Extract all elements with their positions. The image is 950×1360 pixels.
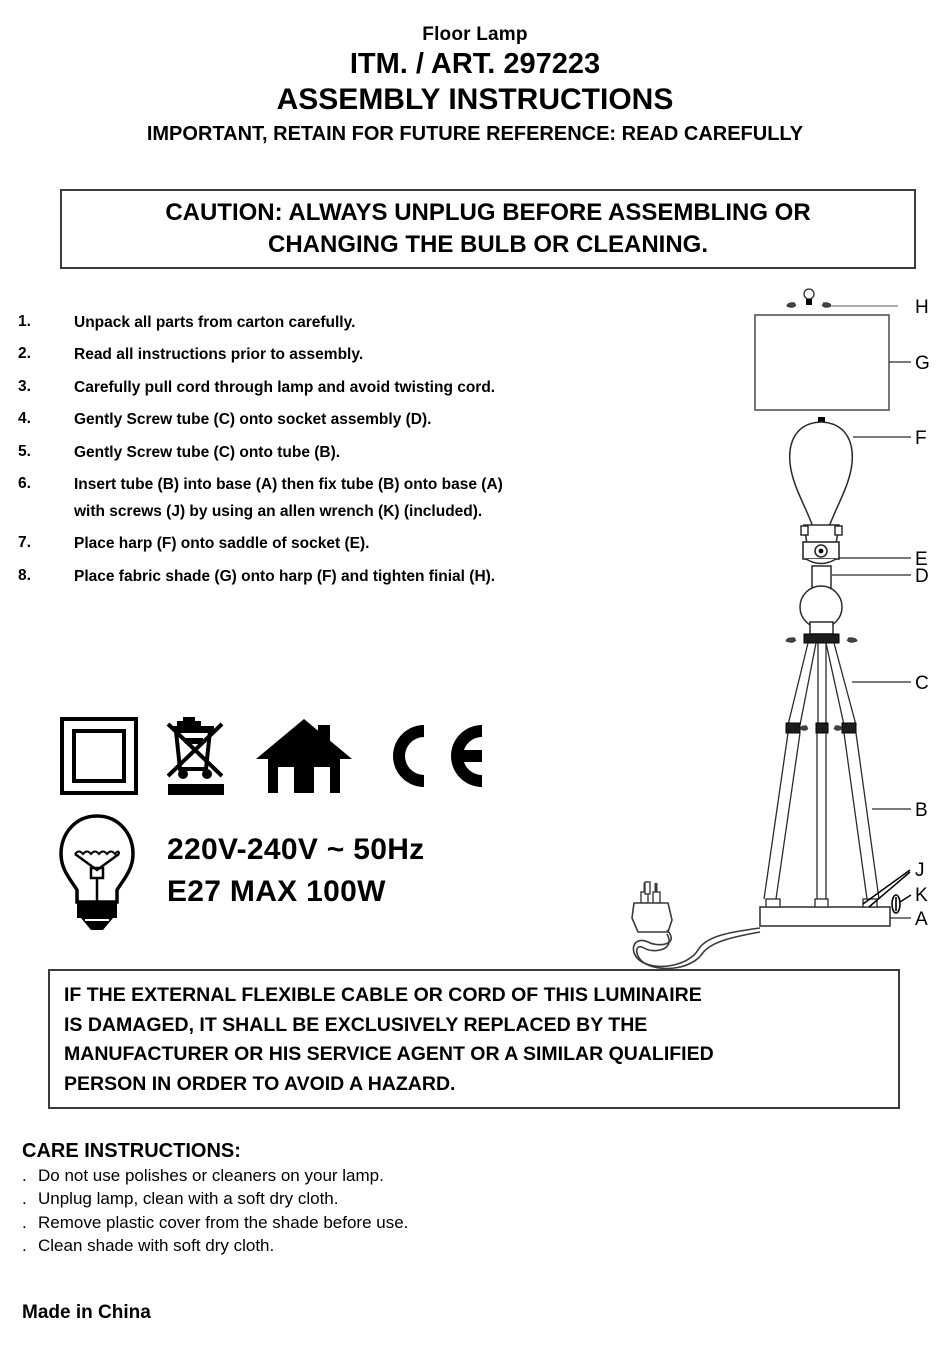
label-b: B [915,800,928,821]
care-list-item [22,1234,582,1257]
label-d: D [915,566,929,587]
hazard-warning-text [64,981,884,1100]
step-text: Place fabric shade (G) onto harp (F) and tighten finial (H). [74,567,496,585]
label-f: F [915,428,927,449]
step-text: Gently Screw tube (C) onto tube (B). [74,443,341,461]
care-bullet: . [22,1236,27,1256]
power-plug-and-cord [632,882,760,969]
base-part [760,899,890,926]
label-j: J [915,860,925,881]
step-item [18,475,658,494]
step-item [18,313,658,332]
caution-line-1: CAUTION: ALWAYS UNPLUG BEFORE ASSEMBLING OR [165,198,811,226]
label-k: K [915,885,928,906]
finial-part [787,289,831,307]
label-a: A [915,909,928,930]
cable-hazard-warning-box [48,969,900,1109]
label-g: G [915,353,930,374]
step-text: Insert tube (B) into base (A) then fix tube (B) onto base (A) [74,475,503,493]
socket-assembly-part [800,566,842,634]
made-in-footer: Made in China [22,1302,151,1323]
care-item-text: Unplug lamp, clean with a soft dry cloth. [38,1189,339,1209]
ratings-text-block [167,833,425,908]
voltage-rating: 220V-240V ~ 50Hz [167,833,425,867]
leg-joint-connectors [786,723,856,733]
care-bullet: . [22,1189,27,1209]
step-number: 5. [18,442,31,460]
step-number: 2. [18,345,31,363]
lower-tube-part [764,733,879,899]
document-header [0,24,950,146]
fabric-shade-part [755,315,889,410]
indoor-use-house-icon [256,717,352,795]
item-number-title: ITM. / ART. 297223 [349,48,601,81]
step-text: Unpack all parts from carton carefully. [74,314,356,331]
step-number: 7. [18,534,31,552]
step-item [18,567,658,586]
class-ii-double-insulation-icon [60,717,138,795]
step-text-continued: with screws (J) by using an allen wrench (K) (included). [74,503,483,521]
assembly-title: ASSEMBLY INSTRUCTIONS [276,83,674,117]
step-item [18,345,658,364]
hazard-line-4: PERSON IN ORDER TO AVOID A HAZARD. [64,1072,456,1095]
step-number: 8. [18,566,31,584]
product-title: Floor Lamp [422,24,528,45]
harp-part [790,417,853,544]
care-list-item [22,1211,582,1234]
upper-tube-part [788,643,856,725]
caution-text [151,197,824,262]
assembly-steps-list [18,313,658,599]
care-item-text: Remove plastic cover from the shade before use. [38,1212,409,1232]
allen-wrench-part [892,895,911,913]
caution-line-2: CHANGING THE BULB OR CLEANING. [268,231,708,258]
socket-saddle-part [803,542,839,564]
step-item [18,378,658,397]
step-number: 1. [18,313,31,330]
label-h: H [915,297,929,318]
step-number: 4. [18,410,31,428]
care-bullet: . [22,1166,27,1185]
hazard-line-3: MANUFACTURER OR HIS SERVICE AGENT OR A SIMILAR QUALIFIED [64,1043,714,1066]
ce-mark-icon [378,717,488,795]
care-list-item [22,1164,582,1187]
care-instructions-section [22,1140,582,1258]
step-text: Read all instructions prior to assembly. [74,346,364,364]
step-text: Carefully pull cord through lamp and avoid twisting cord. [74,378,496,396]
step-number: 6. [18,474,31,492]
step-text: Gently Screw tube (C) onto socket assembly (D). [74,411,432,429]
label-e: E [915,549,928,570]
step-item [18,534,658,553]
compliance-symbols-row [60,714,488,798]
care-instructions-title: CARE INSTRUCTIONS: [22,1140,241,1162]
important-notice-title: IMPORTANT, RETAIN FOR FUTURE REFERENCE: READ CAREFULLY [146,122,804,145]
care-list-item [22,1187,582,1210]
lamp-parts-diagram [620,282,950,962]
caution-box [60,189,916,269]
care-item-text: Clean shade with soft dry cloth. [38,1236,275,1256]
care-bullet: . [22,1212,27,1232]
step-number: 3. [18,377,31,395]
label-c: C [915,673,929,694]
step-item [18,443,658,462]
upper-collar-part [786,634,857,643]
step-text: Place harp (F) onto saddle of socket (E). [74,535,370,553]
electrical-ratings-row [55,812,425,930]
care-item-text: Do not use polishes or cleaners on your lamp. [38,1166,384,1185]
step-item [18,410,658,429]
hazard-line-1: IF THE EXTERNAL FLEXIBLE CABLE OR CORD OF THIS LUMINAIRE [64,984,702,1006]
light-bulb-icon [55,812,139,930]
hazard-line-2: IS DAMAGED, IT SHALL BE EXCLUSIVELY REPLACED BY THE [64,1013,648,1036]
lamp-type-rating: E27 MAX 100W [167,875,386,908]
weee-crossed-out-bin-icon [164,714,230,798]
